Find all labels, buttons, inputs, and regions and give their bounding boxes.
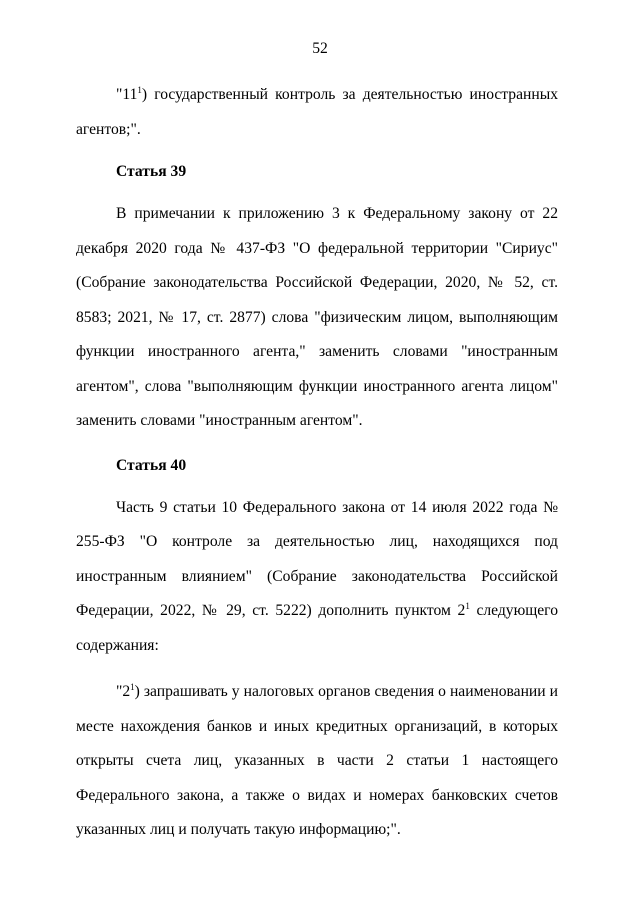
paragraph-text: следующего содержания:	[76, 602, 558, 654]
superscript: 1	[130, 682, 135, 692]
paragraph-item-2-1	[76, 675, 558, 848]
paragraph-text: "11	[116, 86, 138, 103]
page-number: 52	[312, 40, 328, 57]
article-heading-39: Статья 39	[116, 163, 187, 180]
paragraph-article-40	[76, 491, 558, 664]
paragraph-item-11-1	[76, 78, 558, 147]
paragraph-text: Часть 9 статьи 10 Федерального закона от 14 июля 2022 года № 255-ФЗ "О контроле за деятельностью лиц, находящихся под иностранным влиянием" (Собрание законодательства Российской Федерации, 2022, № 29, ст. 5222) дополнить пунктом 2	[76, 498, 558, 619]
superscript: 1	[465, 601, 470, 611]
superscript: 1	[137, 85, 142, 95]
paragraph-text: ) запрашивать у налоговых органов сведения о наименовании и месте нахождения банков и иных кредитных организаций, в которых открыты счета лиц, указанных в части 2 статьи 1 настоящего Федерального закона, а также о видах и номерах банковских счетов указанных лиц и получать такую информацию;".	[76, 683, 558, 838]
paragraph-text: ) государственный контроль за деятельностью иностранных агентов;".	[76, 86, 558, 138]
paragraph-article-39: В примечании к приложению 3 к Федеральному закону от 22 декабря 2020 года № 437-ФЗ "О федеральной территории "Сириус" (Собрание законодательства Российской Федерации, 2020, № 52, ст. 8583; 2021, № 17, ст. 2877) слова "физическим лицом, выполняющим функции иностранного агента," заменить словами "иностранным агентом", слова "выполняющим функции иностранного агента лицом" заменить словами "иностранным агентом".	[76, 205, 558, 429]
article-heading-40: Статья 40	[116, 456, 187, 474]
document-body	[76, 78, 558, 860]
paragraph-text: "2	[116, 683, 131, 700]
